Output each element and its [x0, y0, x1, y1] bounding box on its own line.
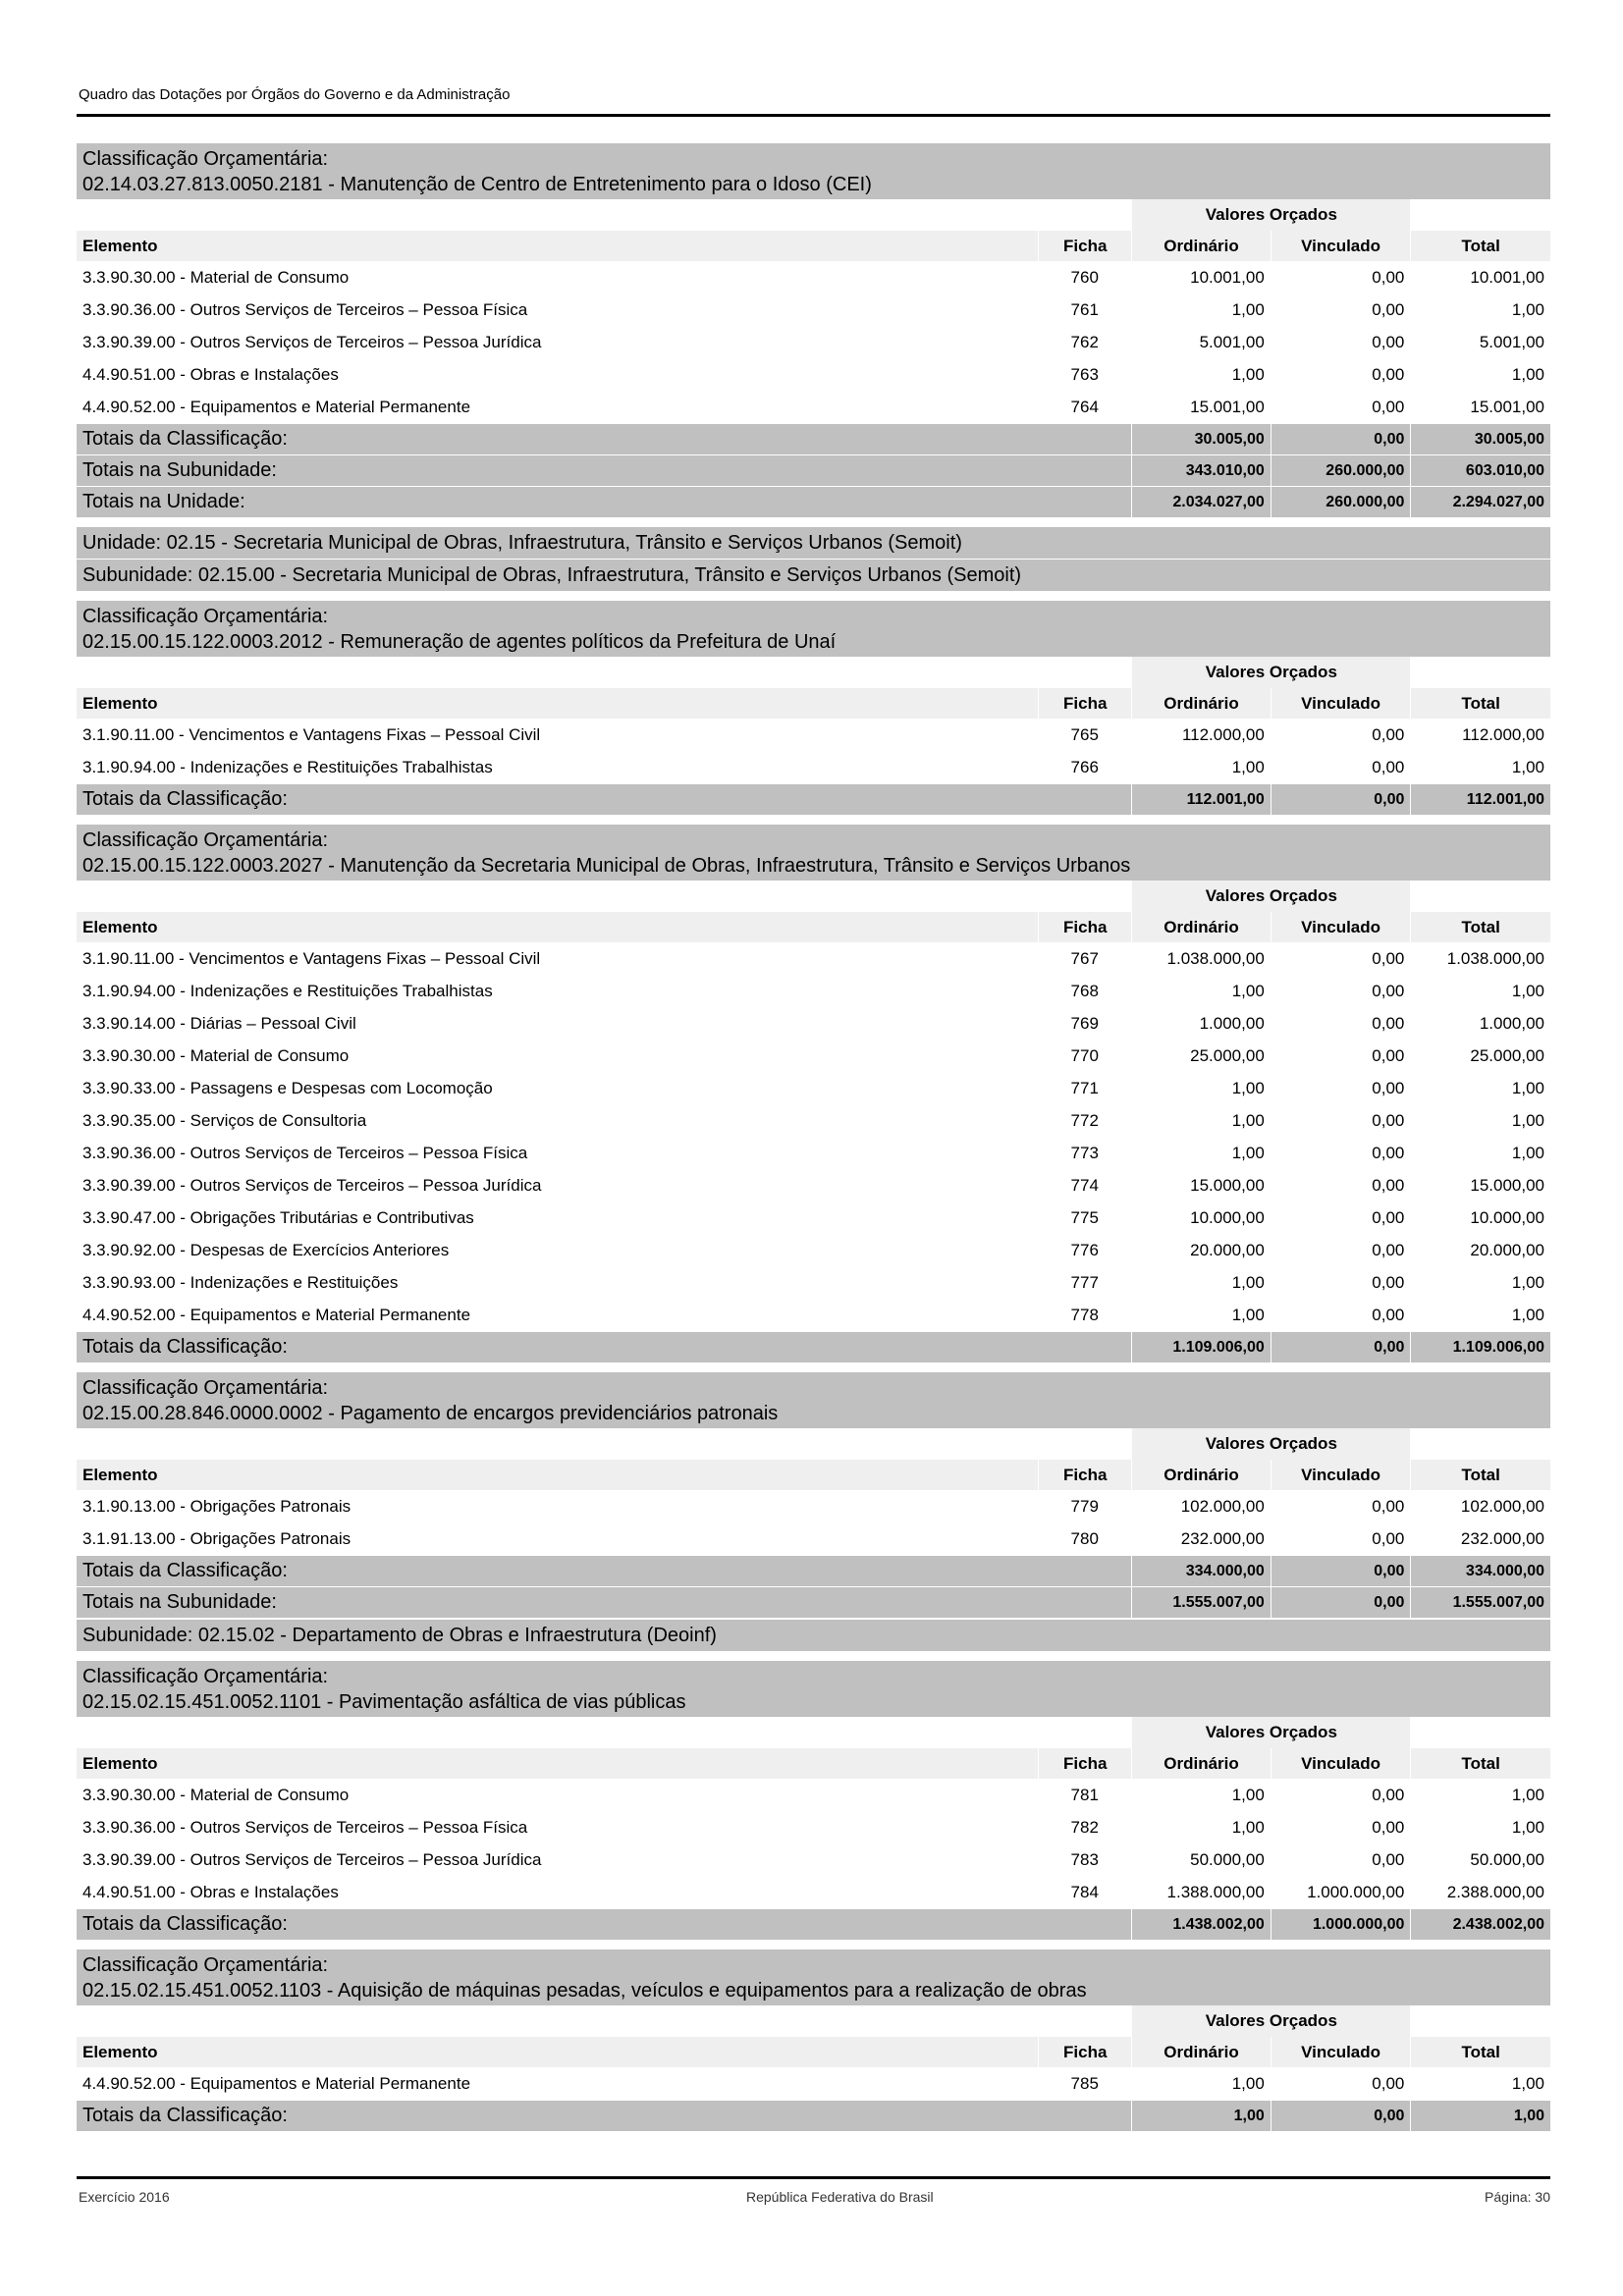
- totais-classificacao-row-total: 1.109.006,00: [1410, 1331, 1550, 1362]
- cell-vinculado: 0,00: [1372, 1528, 1405, 1548]
- budget-table: [77, 881, 1550, 1362]
- cell-ficha: 777: [1070, 1272, 1099, 1292]
- cell-ordinario: 1,00: [1231, 1272, 1265, 1292]
- cell-vinculado: 0,00: [1372, 1272, 1405, 1292]
- cell-ordinario: 1,00: [1231, 2073, 1265, 2093]
- budget-table: [77, 1717, 1550, 1940]
- cell-total: 20.000,00: [1470, 1240, 1544, 1259]
- totais-subunidade-row-ordinario: 1.555.007,00: [1131, 1586, 1271, 1618]
- table-row: [77, 1201, 1550, 1234]
- totais-unidade-row-ordinario: 2.034.027,00: [1131, 486, 1271, 517]
- cell-elemento: 3.3.90.30.00 - Material de Consumo: [82, 1045, 350, 1065]
- cell-ficha: 781: [1070, 1785, 1099, 1804]
- totais-classificacao-row-label: Totais da Classificação:: [77, 423, 1131, 454]
- cell-vinculado: 0,00: [1372, 981, 1405, 1000]
- totais-subunidade-row-vinculado: 0,00: [1271, 1586, 1411, 1618]
- cell-vinculado: 0,00: [1372, 1013, 1405, 1033]
- cell-ficha: 767: [1070, 948, 1099, 968]
- cell-ficha: 779: [1070, 1496, 1099, 1516]
- col-vinculado: Vinculado: [1271, 1460, 1411, 1490]
- table-row: [77, 1040, 1550, 1072]
- table-row: [77, 751, 1550, 783]
- classification-header: [77, 1949, 1550, 2005]
- classification-label: Classificação Orçamentária:: [82, 1377, 329, 1399]
- col-elemento: Elemento: [77, 1460, 1038, 1490]
- cell-ficha: 768: [1070, 981, 1099, 1000]
- classification-header: [77, 825, 1550, 881]
- cell-elemento: 3.1.90.13.00 - Obrigações Patronais: [82, 1496, 352, 1516]
- cell-vinculado: 0,00: [1372, 1078, 1405, 1097]
- cell-ordinario: 1.000,00: [1199, 1013, 1265, 1033]
- totais-classificacao-row-vinculado: 0,00: [1271, 423, 1411, 454]
- totais-subunidade-row-total: 603.010,00: [1410, 454, 1550, 486]
- table-row: [77, 1522, 1550, 1555]
- cell-ordinario: 112.000,00: [1181, 724, 1265, 744]
- column-header-row: [77, 1460, 1550, 1490]
- totais-unidade-row-vinculado: 260.000,00: [1271, 486, 1411, 517]
- totais-classificacao-row-vinculado: 1.000.000,00: [1271, 1908, 1411, 1940]
- cell-total: 1,00: [1511, 1817, 1544, 1837]
- table-row: [77, 1843, 1550, 1876]
- cell-vinculado: 0,00: [1372, 1175, 1405, 1195]
- totais-classificacao-row-total: 334.000,00: [1410, 1555, 1550, 1586]
- table-row: [77, 1299, 1550, 1331]
- subunidade-band: Subunidade: 02.15.00 - Secretaria Municipal de Obras, Infraestrutura, Trânsito e Serviços Urbanos (Semoit): [77, 560, 1550, 591]
- cell-total: 10.000,00: [1470, 1207, 1544, 1227]
- table-row: [77, 1137, 1550, 1169]
- footer-divider: [77, 2176, 1550, 2179]
- cell-ordinario: 1,00: [1231, 1785, 1265, 1804]
- cell-total: 25.000,00: [1470, 1045, 1544, 1065]
- valores-orcados-row: [77, 881, 1550, 912]
- col-ordinario: Ordinário: [1131, 688, 1271, 719]
- cell-ordinario: 1,00: [1231, 981, 1265, 1000]
- cell-total: 10.001,00: [1470, 267, 1544, 287]
- totais-classificacao-row: [77, 423, 1550, 454]
- cell-ficha: 780: [1070, 1528, 1099, 1548]
- cell-ordinario: 10.000,00: [1190, 1207, 1265, 1227]
- classification-label: Classificação Orçamentária:: [82, 1666, 329, 1687]
- classification-section: [77, 825, 1550, 1362]
- totais-classificacao-row: [77, 1908, 1550, 1940]
- table-row: [77, 1811, 1550, 1843]
- cell-total: 232.000,00: [1460, 1528, 1544, 1548]
- classification-header: [77, 601, 1550, 657]
- unidade-band: Unidade: 02.15 - Secretaria Municipal de Obras, Infraestrutura, Trânsito e Serviços Urbanos (Semoit): [77, 527, 1550, 559]
- column-header-row: [77, 231, 1550, 261]
- cell-total: 1,00: [1511, 757, 1544, 776]
- classification-header: [77, 1372, 1550, 1428]
- page-header-title: Quadro das Dotações por Órgãos do Governo e da Administração: [79, 86, 511, 103]
- totais-classificacao-row-ordinario: 1.109.006,00: [1131, 1331, 1271, 1362]
- totais-classificacao-row-vinculado: 0,00: [1271, 1555, 1411, 1586]
- cell-ficha: 760: [1070, 267, 1099, 287]
- table-row: [77, 1169, 1550, 1201]
- cell-ficha: 782: [1070, 1817, 1099, 1837]
- cell-elemento: 3.3.90.30.00 - Material de Consumo: [82, 267, 350, 287]
- classification-label: Classificação Orçamentária:: [82, 829, 329, 851]
- col-ordinario: Ordinário: [1131, 2037, 1271, 2067]
- valores-orcados-row: [77, 2005, 1550, 2037]
- valores-orcados-header: Valores Orçados: [1131, 1428, 1410, 1460]
- cell-elemento: 3.1.90.11.00 - Vencimentos e Vantagens Fixas – Pessoal Civil: [82, 724, 541, 744]
- cell-ordinario: 1.388.000,00: [1166, 1882, 1265, 1901]
- cell-elemento: 3.3.90.92.00 - Despesas de Exercícios Anteriores: [82, 1240, 450, 1259]
- cell-elemento: 3.3.90.30.00 - Material de Consumo: [82, 1785, 350, 1804]
- cell-total: 102.000,00: [1460, 1496, 1544, 1516]
- classification-section: [77, 1661, 1550, 1940]
- classification-code: 02.15.00.15.122.0003.2027 - Manutenção da Secretaria Municipal de Obras, Infraestrutura, Trânsito e Serviços Urbanos: [82, 855, 1131, 877]
- cell-ordinario: 20.000,00: [1190, 1240, 1265, 1259]
- cell-vinculado: 0,00: [1372, 948, 1405, 968]
- col-ordinario: Ordinário: [1131, 912, 1271, 942]
- cell-ficha: 761: [1070, 299, 1099, 319]
- cell-vinculado: 0,00: [1372, 1110, 1405, 1130]
- cell-vinculado: 0,00: [1372, 267, 1405, 287]
- cell-total: 1,00: [1511, 1272, 1544, 1292]
- cell-vinculado: 0,00: [1372, 2073, 1405, 2093]
- table-row: [77, 1876, 1550, 1908]
- cell-vinculado: 0,00: [1372, 1143, 1405, 1162]
- col-ficha: Ficha: [1038, 2037, 1131, 2067]
- cell-total: 2.388.000,00: [1446, 1882, 1544, 1901]
- col-total: Total: [1410, 1460, 1550, 1490]
- totais-unidade-row-total: 2.294.027,00: [1410, 486, 1550, 517]
- footer-exercise: Exercício 2016: [79, 2189, 170, 2205]
- col-total: Total: [1410, 2037, 1550, 2067]
- totais-unidade-row: [77, 486, 1550, 517]
- classification-code: 02.14.03.27.813.0050.2181 - Manutenção de Centro de Entretenimento para o Idoso (CEI): [82, 174, 872, 195]
- cell-ordinario: 1,00: [1231, 364, 1265, 384]
- col-vinculado: Vinculado: [1271, 2037, 1411, 2067]
- table-row: [77, 1266, 1550, 1299]
- cell-vinculado: 0,00: [1372, 1817, 1405, 1837]
- cell-elemento: 3.3.90.14.00 - Diárias – Pessoal Civil: [82, 1013, 356, 1033]
- col-vinculado: Vinculado: [1271, 1748, 1411, 1779]
- table-row: [77, 719, 1550, 751]
- table-row: [77, 1007, 1550, 1040]
- cell-total: 1,00: [1511, 1785, 1544, 1804]
- table-row: [77, 1779, 1550, 1811]
- cell-elemento: 4.4.90.52.00 - Equipamentos e Material Permanente: [82, 397, 471, 416]
- subunidade-band: Subunidade: 02.15.02 - Departamento de Obras e Infraestrutura (Deoinf): [77, 1620, 1550, 1651]
- totais-subunidade-row-ordinario: 343.010,00: [1131, 454, 1271, 486]
- totais-subunidade-row-total: 1.555.007,00: [1410, 1586, 1550, 1618]
- budget-table: [77, 1428, 1550, 1618]
- cell-ficha: 784: [1070, 1882, 1099, 1901]
- totais-classificacao-row-ordinario: 334.000,00: [1131, 1555, 1271, 1586]
- valores-orcados-header: Valores Orçados: [1131, 199, 1410, 231]
- valores-orcados-row: [77, 1717, 1550, 1748]
- table-row: [77, 358, 1550, 391]
- cell-total: 1,00: [1511, 1305, 1544, 1324]
- classification-label: Classificação Orçamentária:: [82, 606, 329, 627]
- cell-ficha: 766: [1070, 757, 1099, 776]
- cell-vinculado: 0,00: [1372, 1785, 1405, 1804]
- totais-classificacao-row: [77, 1331, 1550, 1362]
- cell-ordinario: 1,00: [1231, 757, 1265, 776]
- column-header-row: [77, 2037, 1550, 2067]
- cell-ficha: 765: [1070, 724, 1099, 744]
- totais-classificacao-row-label: Totais da Classificação:: [77, 783, 1131, 815]
- table-row: [77, 1234, 1550, 1266]
- cell-ordinario: 5.001,00: [1199, 332, 1265, 351]
- totais-classificacao-row-ordinario: 1,00: [1131, 2100, 1271, 2131]
- totais-classificacao-row-total: 2.438.002,00: [1410, 1908, 1550, 1940]
- col-ordinario: Ordinário: [1131, 231, 1271, 261]
- cell-ficha: 762: [1070, 332, 1099, 351]
- cell-total: 1,00: [1511, 364, 1544, 384]
- cell-elemento: 3.1.91.13.00 - Obrigações Patronais: [82, 1528, 352, 1548]
- footer-page-number: Página: 30: [1485, 2189, 1550, 2205]
- totais-subunidade-row-label: Totais na Subunidade:: [77, 454, 1131, 486]
- cell-ordinario: 25.000,00: [1190, 1045, 1265, 1065]
- col-ficha: Ficha: [1038, 912, 1131, 942]
- col-elemento: Elemento: [77, 688, 1038, 719]
- valores-orcados-header: Valores Orçados: [1131, 657, 1410, 688]
- footer-country: República Federativa do Brasil: [746, 2189, 934, 2205]
- table-row: [77, 2067, 1550, 2100]
- classification-code: 02.15.02.15.451.0052.1103 - Aquisição de máquinas pesadas, veículos e equipamentos para a realização de obras: [82, 1980, 1087, 2002]
- cell-ordinario: 1,00: [1231, 1078, 1265, 1097]
- table-row: [77, 1072, 1550, 1104]
- totais-classificacao-row-vinculado: 0,00: [1271, 1331, 1411, 1362]
- cell-vinculado: 0,00: [1372, 397, 1405, 416]
- cell-total: 1.000,00: [1479, 1013, 1544, 1033]
- classification-section: [77, 1949, 1550, 2131]
- col-elemento: Elemento: [77, 912, 1038, 942]
- cell-ordinario: 1,00: [1231, 1143, 1265, 1162]
- cell-ficha: 778: [1070, 1305, 1099, 1324]
- table-row: [77, 391, 1550, 423]
- totais-classificacao-row: [77, 783, 1550, 815]
- cell-elemento: 4.4.90.51.00 - Obras e Instalações: [82, 1882, 339, 1901]
- col-elemento: Elemento: [77, 2037, 1038, 2067]
- valores-orcados-row: [77, 199, 1550, 231]
- totais-subunidade-row-label: Totais na Subunidade:: [77, 1586, 1131, 1618]
- totais-classificacao-row-ordinario: 1.438.002,00: [1131, 1908, 1271, 1940]
- cell-elemento: 3.1.90.11.00 - Vencimentos e Vantagens Fixas – Pessoal Civil: [82, 948, 541, 968]
- table-row: [77, 1490, 1550, 1522]
- valores-orcados-header: Valores Orçados: [1131, 1717, 1410, 1748]
- cell-elemento: 3.3.90.36.00 - Outros Serviços de Terceiros – Pessoa Física: [82, 299, 528, 319]
- cell-ordinario: 15.000,00: [1190, 1175, 1265, 1195]
- classification-label: Classificação Orçamentária:: [82, 1954, 329, 1976]
- cell-ficha: 772: [1070, 1110, 1099, 1130]
- cell-ordinario: 102.000,00: [1180, 1496, 1265, 1516]
- cell-ficha: 764: [1070, 397, 1099, 416]
- cell-ficha: 783: [1070, 1849, 1099, 1869]
- cell-elemento: 3.3.90.35.00 - Serviços de Consultoria: [82, 1110, 367, 1130]
- cell-vinculado: 0,00: [1372, 724, 1405, 744]
- report-content: [77, 143, 1550, 2131]
- cell-elemento: 3.3.90.36.00 - Outros Serviços de Terceiros – Pessoa Física: [82, 1817, 528, 1837]
- col-elemento: Elemento: [77, 1748, 1038, 1779]
- table-row: [77, 326, 1550, 358]
- totais-subunidade-row: [77, 1586, 1550, 1618]
- cell-total: 1,00: [1511, 1110, 1544, 1130]
- cell-elemento: 4.4.90.52.00 - Equipamentos e Material Permanente: [82, 2073, 471, 2093]
- cell-total: 50.000,00: [1470, 1849, 1544, 1869]
- cell-total: 1,00: [1511, 1078, 1544, 1097]
- classification-label: Classificação Orçamentária:: [82, 148, 329, 170]
- cell-total: 1,00: [1511, 981, 1544, 1000]
- totais-classificacao-row-label: Totais da Classificação:: [77, 2100, 1131, 2131]
- cell-total: 15.001,00: [1470, 397, 1544, 416]
- cell-ficha: 785: [1070, 2073, 1099, 2093]
- valores-orcados-header: Valores Orçados: [1131, 2005, 1410, 2037]
- cell-total: 5.001,00: [1479, 332, 1544, 351]
- cell-vinculado: 1.000.000,00: [1307, 1882, 1405, 1901]
- cell-ordinario: 1,00: [1231, 1817, 1265, 1837]
- cell-elemento: 3.1.90.94.00 - Indenizações e Restituições Trabalhistas: [82, 981, 493, 1000]
- budget-table: [77, 2005, 1550, 2131]
- valores-orcados-header: Valores Orçados: [1131, 881, 1410, 912]
- valores-orcados-row: [77, 657, 1550, 688]
- col-ficha: Ficha: [1038, 1460, 1131, 1490]
- totais-subunidade-row-vinculado: 260.000,00: [1271, 454, 1411, 486]
- classification-section: [77, 1372, 1550, 1618]
- totais-classificacao-row-total: 1,00: [1410, 2100, 1550, 2131]
- cell-ordinario: 1,00: [1231, 299, 1265, 319]
- cell-elemento: 3.1.90.94.00 - Indenizações e Restituições Trabalhistas: [82, 757, 493, 776]
- cell-total: 15.000,00: [1470, 1175, 1544, 1195]
- valores-orcados-row: [77, 1428, 1550, 1460]
- totais-subunidade-row: [77, 454, 1550, 486]
- header-divider: [77, 114, 1550, 117]
- col-ordinario: Ordinário: [1131, 1748, 1271, 1779]
- cell-ordinario: 15.001,00: [1190, 397, 1265, 416]
- cell-vinculado: 0,00: [1372, 757, 1405, 776]
- totais-classificacao-row-total: 112.001,00: [1410, 783, 1550, 815]
- cell-ficha: 763: [1070, 364, 1099, 384]
- cell-ficha: 771: [1070, 1078, 1099, 1097]
- table-row: [77, 942, 1550, 975]
- totais-classificacao-row-total: 30.005,00: [1410, 423, 1550, 454]
- col-total: Total: [1410, 231, 1550, 261]
- col-ficha: Ficha: [1038, 688, 1131, 719]
- column-header-row: [77, 688, 1550, 719]
- totais-classificacao-row: [77, 1555, 1550, 1586]
- budget-table: [77, 657, 1550, 815]
- cell-total: 1,00: [1511, 1143, 1544, 1162]
- totais-classificacao-row-label: Totais da Classificação:: [77, 1331, 1131, 1362]
- col-total: Total: [1410, 912, 1550, 942]
- column-header-row: [77, 912, 1550, 942]
- cell-elemento: 3.3.90.93.00 - Indenizações e Restituições: [82, 1272, 399, 1292]
- cell-total: 1,00: [1511, 2073, 1544, 2093]
- cell-total: 1,00: [1511, 299, 1544, 319]
- column-header-row: [77, 1748, 1550, 1779]
- cell-vinculado: 0,00: [1372, 1207, 1405, 1227]
- totais-classificacao-row-vinculado: 0,00: [1271, 2100, 1411, 2131]
- col-ficha: Ficha: [1038, 1748, 1131, 1779]
- cell-vinculado: 0,00: [1372, 1305, 1405, 1324]
- classification-section: [77, 601, 1550, 815]
- cell-vinculado: 0,00: [1372, 299, 1405, 319]
- classification-header: [77, 143, 1550, 199]
- cell-elemento: 4.4.90.52.00 - Equipamentos e Material Permanente: [82, 1305, 471, 1324]
- col-total: Total: [1410, 688, 1550, 719]
- col-ficha: Ficha: [1038, 231, 1131, 261]
- classification-code: 02.15.00.28.846.0000.0002 - Pagamento de encargos previdenciários patronais: [82, 1403, 779, 1424]
- cell-ficha: 770: [1070, 1045, 1099, 1065]
- cell-ficha: 776: [1070, 1240, 1099, 1259]
- totais-unidade-row-label: Totais na Unidade:: [77, 486, 1131, 517]
- cell-ficha: 774: [1070, 1175, 1099, 1195]
- col-vinculado: Vinculado: [1271, 688, 1411, 719]
- table-row: [77, 294, 1550, 326]
- cell-ordinario: 1,00: [1231, 1305, 1265, 1324]
- classification-section: [77, 143, 1550, 517]
- table-row: [77, 261, 1550, 294]
- totais-classificacao-row: [77, 2100, 1550, 2131]
- cell-vinculado: 0,00: [1372, 1496, 1405, 1516]
- cell-ficha: 769: [1070, 1013, 1099, 1033]
- cell-elemento: 3.3.90.47.00 - Obrigações Tributárias e Contributivas: [82, 1207, 474, 1227]
- cell-ficha: 775: [1070, 1207, 1099, 1227]
- classification-header: [77, 1661, 1550, 1717]
- table-row: [77, 1104, 1550, 1137]
- totais-classificacao-row-label: Totais da Classificação:: [77, 1908, 1131, 1940]
- cell-elemento: 3.3.90.39.00 - Outros Serviços de Terceiros – Pessoa Jurídica: [82, 1175, 542, 1195]
- cell-elemento: 4.4.90.51.00 - Obras e Instalações: [82, 364, 339, 384]
- col-total: Total: [1410, 1748, 1550, 1779]
- cell-vinculado: 0,00: [1372, 1240, 1405, 1259]
- col-vinculado: Vinculado: [1271, 231, 1411, 261]
- cell-elemento: 3.3.90.39.00 - Outros Serviços de Terceiros – Pessoa Jurídica: [82, 1849, 542, 1869]
- cell-ordinario: 1.038.000,00: [1166, 948, 1265, 968]
- cell-ficha: 773: [1070, 1143, 1099, 1162]
- cell-elemento: 3.3.90.36.00 - Outros Serviços de Terceiros – Pessoa Física: [82, 1143, 528, 1162]
- cell-total: 112.000,00: [1462, 724, 1544, 744]
- totais-classificacao-row-ordinario: 112.001,00: [1131, 783, 1271, 815]
- cell-ordinario: 232.000,00: [1180, 1528, 1265, 1548]
- cell-elemento: 3.3.90.39.00 - Outros Serviços de Terceiros – Pessoa Jurídica: [82, 332, 542, 351]
- cell-vinculado: 0,00: [1372, 364, 1405, 384]
- totais-classificacao-row-label: Totais da Classificação:: [77, 1555, 1131, 1586]
- classification-code: 02.15.02.15.451.0052.1101 - Pavimentação asfáltica de vias públicas: [82, 1691, 686, 1713]
- totais-classificacao-row-vinculado: 0,00: [1271, 783, 1411, 815]
- col-elemento: Elemento: [77, 231, 1038, 261]
- cell-total: 1.038.000,00: [1446, 948, 1544, 968]
- col-ordinario: Ordinário: [1131, 1460, 1271, 1490]
- budget-table: [77, 199, 1550, 517]
- cell-vinculado: 0,00: [1372, 1045, 1405, 1065]
- table-row: [77, 975, 1550, 1007]
- totais-classificacao-row-ordinario: 30.005,00: [1131, 423, 1271, 454]
- cell-ordinario: 1,00: [1231, 1110, 1265, 1130]
- classification-code: 02.15.00.15.122.0003.2012 - Remuneração de agentes políticos da Prefeitura de Unaí: [82, 631, 837, 653]
- cell-elemento: 3.3.90.33.00 - Passagens e Despesas com Locomoção: [82, 1078, 493, 1097]
- cell-ordinario: 50.000,00: [1190, 1849, 1265, 1869]
- col-vinculado: Vinculado: [1271, 912, 1411, 942]
- cell-vinculado: 0,00: [1372, 1849, 1405, 1869]
- cell-ordinario: 10.001,00: [1190, 267, 1265, 287]
- cell-vinculado: 0,00: [1372, 332, 1405, 351]
